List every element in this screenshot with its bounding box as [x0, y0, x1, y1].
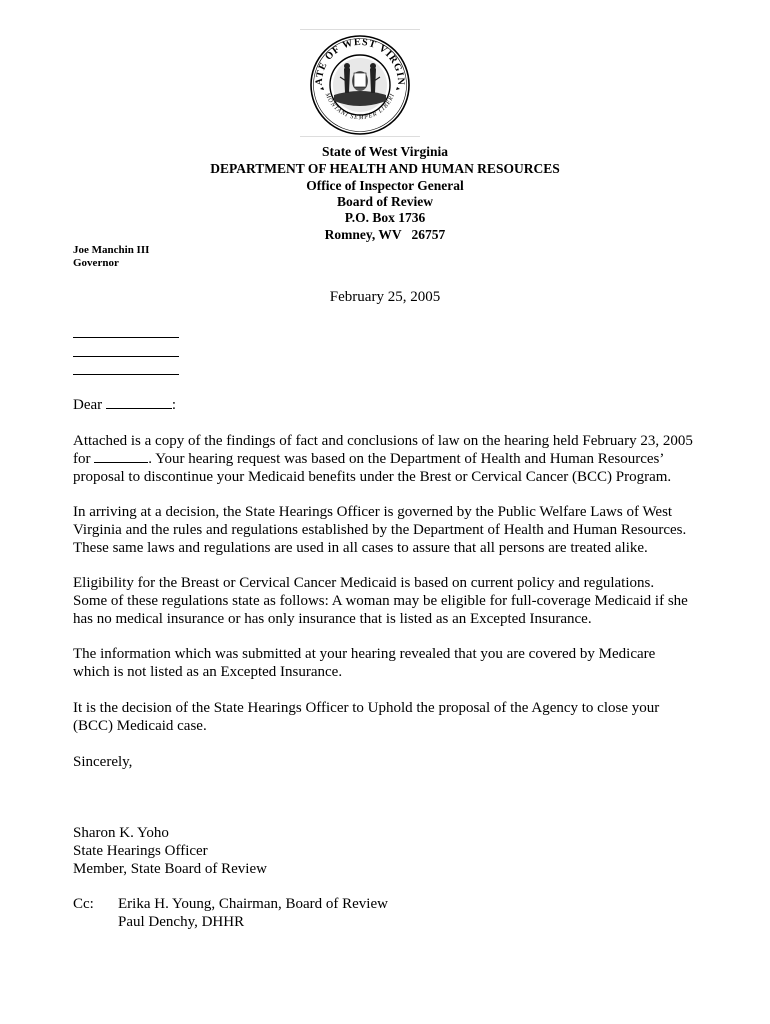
state-seal-graphic: [300, 29, 420, 137]
letterhead-board: Board of Review: [337, 194, 433, 209]
salutation-colon: :: [171, 397, 177, 413]
p5-line-2: (BCC) Medicaid case.: [73, 718, 207, 734]
paragraph-4: [73, 645, 713, 681]
p3-line-2: Some of these regulations state as follows: A woman may be eligible for full-coverage Medicaid if she: [73, 593, 688, 609]
p1-date-blank: [94, 450, 148, 463]
p5-line-1: It is the decision of the State Hearings Officer to Uphold the proposal of the Agency to close your: [73, 700, 660, 716]
letterhead-city: Romney, WV 26757: [324, 227, 446, 242]
paragraph-2: [73, 503, 713, 557]
address-line-3: [73, 374, 179, 375]
letter-date: February 25, 2005: [329, 289, 441, 305]
address-line-2: [73, 356, 179, 357]
cc-recipient-2: Paul Denchy, DHHR: [118, 914, 245, 930]
seal-ring-text: ATE OF WEST VIRGIN: [313, 36, 407, 86]
paragraph-3: [73, 574, 713, 628]
address-line-1: [73, 337, 179, 338]
p2-line-2: Virginia and the rules and regulations established by the Department of Health and Human Resources.: [73, 522, 687, 538]
p2-line-1: In arriving at a decision, the State Hearings Officer is governed by the Public Welfare Laws of West: [73, 504, 673, 520]
signer-title: State Hearings Officer: [73, 843, 208, 859]
letterhead-department: DEPARTMENT OF HEALTH AND HUMAN RESOURCES: [210, 161, 560, 176]
signer-board: Member, State Board of Review: [73, 861, 267, 877]
seal-motto: MONTANI SEMPER LIBERI: [323, 92, 397, 122]
governor-title: Governor: [73, 257, 119, 269]
letterhead-state: State of West Virginia: [321, 144, 449, 159]
paragraph-5: [73, 699, 713, 735]
salutation-blank: [106, 396, 172, 409]
p2-line-3: These same laws and regulations are used in all cases to assure that all persons are treated alike.: [73, 540, 648, 556]
p3-line-3: has no medical insurance or has only insurance that is listed as an Excepted Insurance.: [73, 611, 592, 627]
p1-for: for: [73, 451, 91, 467]
closing: Sincerely,: [73, 754, 133, 770]
salutation-dear: Dear: [73, 397, 103, 413]
letterhead-po-box: P.O. Box 1736: [344, 210, 426, 225]
p4-line-1: The information which was submitted at your hearing revealed that you are covered by Medicare: [73, 646, 656, 662]
p1-line-1: Attached is a copy of the findings of fact and conclusions of law on the hearing held February 23, 2005: [73, 433, 693, 449]
salutation: [73, 396, 713, 414]
p4-line-2: which is not listed as an Excepted Insurance.: [73, 664, 343, 680]
p3-line-1: Eligibility for the Breast or Cervical Cancer Medicaid is based on current policy and regulations.: [73, 575, 655, 591]
paragraph-1: [73, 432, 713, 486]
signature-block: [73, 824, 713, 878]
cc-recipient-1: Erika H. Young, Chairman, Board of Review: [118, 896, 388, 912]
p1-line-2-rest: . Your hearing request was based on the Department of Health and Human Resources’: [148, 451, 665, 467]
p1-line-3: proposal to discontinue your Medicaid benefits under the Brest or Cervical Cancer (BCC) Program.: [73, 469, 672, 485]
p1-line-2: [73, 450, 713, 468]
signer-name: Sharon K. Yoho: [73, 825, 169, 841]
state-seal: [300, 29, 420, 137]
governor-name: Joe Manchin III: [73, 244, 150, 256]
cc-label: Cc:: [73, 896, 94, 912]
letterhead-office: Office of Inspector General: [306, 178, 464, 193]
